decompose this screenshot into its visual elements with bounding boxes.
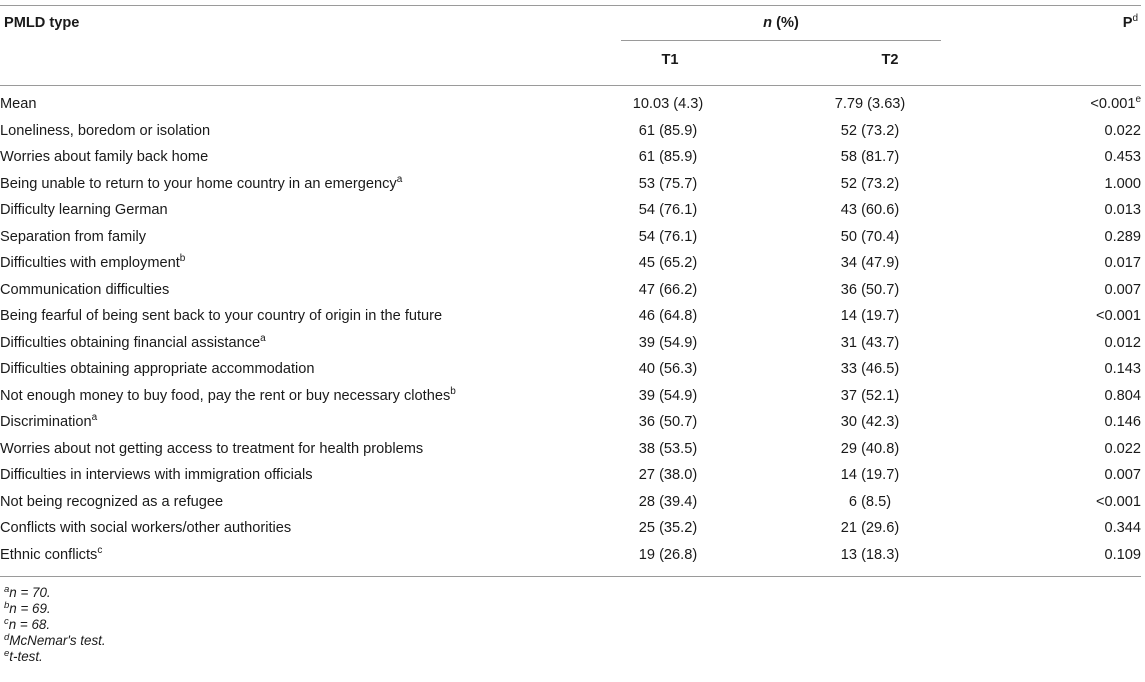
- row-label: [0, 91, 576, 118]
- t2-value: 14 (19.7): [840, 467, 900, 484]
- table-row: [0, 462, 1141, 489]
- t2-value: 52 (73.2): [840, 122, 900, 139]
- row-label-text: Separation from family: [0, 228, 146, 245]
- row-label: [0, 250, 576, 277]
- footnote-mark: d: [4, 632, 10, 643]
- row-label-text: Discrimination: [0, 414, 92, 431]
- t1-value: 61 (85.9): [638, 122, 698, 139]
- footnote: [4, 601, 106, 617]
- t1-value: 28 (39.4): [638, 493, 698, 510]
- footnote-text: n = 69.: [9, 601, 51, 616]
- p-value-text: 0.022: [1104, 122, 1141, 139]
- footnotes: [4, 585, 106, 665]
- percent-label: (%): [772, 15, 799, 31]
- table-row: [0, 436, 1141, 463]
- row-label: [0, 118, 576, 145]
- row-label: [0, 197, 576, 224]
- row-label-text: Difficulties obtaining financial assistance: [0, 334, 261, 351]
- p-value-text: 1.000: [1104, 175, 1141, 192]
- row-label-text: Conflicts with social workers/other authorities: [0, 520, 292, 537]
- row-label-text: Mean: [0, 96, 37, 113]
- t2-value: 13 (18.3): [840, 546, 900, 563]
- table-row: [0, 224, 1141, 251]
- footnote: [4, 617, 106, 633]
- row-label: [0, 383, 576, 410]
- table-row: [0, 250, 1141, 277]
- table-row: [0, 118, 1141, 145]
- top-rule: [0, 5, 1141, 6]
- table-row: [0, 542, 1141, 569]
- t2-value: 52 (73.2): [840, 175, 900, 192]
- p-value: [980, 356, 1141, 383]
- t1-value: 27 (38.0): [638, 467, 698, 484]
- p-value: [980, 224, 1141, 251]
- p-value-text: 0.453: [1104, 149, 1141, 166]
- header-rule: [0, 85, 1141, 86]
- table-row: [0, 515, 1141, 542]
- t1-value: 10.03 (4.3): [632, 96, 704, 113]
- row-label: [0, 515, 576, 542]
- row-label: [0, 356, 576, 383]
- table-row: [0, 330, 1141, 357]
- p-value-text: 0.109: [1104, 546, 1141, 563]
- t1-value: 53 (75.7): [638, 175, 698, 192]
- row-footnote-mark: a: [396, 173, 403, 185]
- row-label: [0, 462, 576, 489]
- row-label-text: Difficulties in interviews with immigration officials: [0, 467, 313, 484]
- row-footnote-mark: c: [97, 544, 103, 556]
- t1-value: 25 (35.2): [638, 520, 698, 537]
- data-table: [0, 91, 1141, 568]
- t1-value: 46 (64.8): [638, 308, 698, 325]
- t1-value: 39 (54.9): [638, 387, 698, 404]
- t2-value: 31 (43.7): [840, 334, 900, 351]
- row-label: [0, 542, 576, 569]
- row-label-text: Difficulty learning German: [0, 202, 168, 219]
- p-value: [980, 383, 1141, 410]
- row-label: [0, 277, 576, 304]
- p-value: [980, 250, 1141, 277]
- row-label: [0, 224, 576, 251]
- p-value: [980, 330, 1141, 357]
- p-value: [980, 542, 1141, 569]
- footnote-mark: e: [4, 648, 10, 659]
- n-column-rule: [621, 40, 941, 41]
- row-label: [0, 489, 576, 516]
- p-value-text: 0.013: [1104, 202, 1141, 219]
- footnote: [4, 633, 106, 649]
- t2-value: 30 (42.3): [840, 414, 900, 431]
- p-value-text: 0.007: [1104, 281, 1141, 298]
- p-value: [980, 489, 1141, 516]
- row-label-text: Not enough money to buy food, pay the rent or buy necessary clothes: [0, 387, 451, 404]
- p-footnote-mark: d: [1132, 13, 1138, 24]
- table-row: [0, 383, 1141, 410]
- p-value-text: 0.289: [1104, 228, 1141, 245]
- row-label-text: Being unable to return to your home country in an emergency: [0, 175, 397, 192]
- t1-value: 38 (53.5): [638, 440, 698, 457]
- column-header-t2: T2: [881, 52, 899, 68]
- t1-value: 19 (26.8): [638, 546, 698, 563]
- t2-value: 33 (46.5): [840, 361, 900, 378]
- p-value-text: <0.001: [1090, 96, 1136, 113]
- bottom-rule: [0, 576, 1141, 577]
- column-header-t1: T1: [661, 52, 679, 68]
- t1-value: 54 (76.1): [638, 202, 698, 219]
- row-label: [0, 436, 576, 463]
- footnote-text: n = 70.: [9, 585, 51, 600]
- p-value-text: 0.146: [1104, 414, 1141, 431]
- t2-value: 50 (70.4): [840, 228, 900, 245]
- row-label-text: Worries about family back home: [0, 149, 209, 166]
- p-value-text: 0.022: [1104, 440, 1141, 457]
- row-label: [0, 330, 576, 357]
- t2-value: 58 (81.7): [840, 149, 900, 166]
- row-label: [0, 144, 576, 171]
- p-value-text: 0.012: [1104, 334, 1141, 351]
- p-symbol: P: [1122, 15, 1133, 31]
- row-label-text: Difficulties with employment: [0, 255, 180, 272]
- row-footnote-mark: b: [450, 385, 456, 397]
- footnote-mark: a: [4, 584, 10, 595]
- table-row: [0, 171, 1141, 198]
- t1-value: 47 (66.2): [638, 281, 698, 298]
- t2-value: 6 (8.5): [848, 493, 892, 510]
- footnote-text: n = 68.: [8, 617, 51, 632]
- p-value: [980, 91, 1141, 118]
- row-label-text: Communication difficulties: [0, 281, 170, 298]
- footnote-text: McNemar's test.: [9, 633, 106, 648]
- p-value: [980, 171, 1141, 198]
- p-value: [980, 409, 1141, 436]
- footnote-mark: b: [4, 600, 10, 611]
- t2-value: 34 (47.9): [840, 255, 900, 272]
- table-row: [0, 91, 1141, 118]
- t2-value: 37 (52.1): [840, 387, 900, 404]
- t2-value: 36 (50.7): [840, 281, 900, 298]
- p-value-text: <0.001: [1095, 308, 1141, 325]
- p-value: [980, 436, 1141, 463]
- footnote: [4, 649, 106, 665]
- t1-value: 39 (54.9): [638, 334, 698, 351]
- t2-value: 43 (60.6): [840, 202, 900, 219]
- row-label: [0, 303, 576, 330]
- t1-value: 54 (76.1): [638, 228, 698, 245]
- row-label-text: Not being recognized as a refugee: [0, 493, 224, 510]
- row-label-text: Worries about not getting access to treatment for health problems: [0, 440, 424, 457]
- row-footnote-mark: a: [91, 412, 98, 424]
- t1-value: 61 (85.9): [638, 149, 698, 166]
- p-value-text: 0.017: [1104, 255, 1141, 272]
- p-value: [980, 515, 1141, 542]
- t2-value: 7.79 (3.63): [834, 96, 906, 113]
- row-footnote-mark: b: [179, 253, 186, 265]
- p-value: [980, 118, 1141, 145]
- n-symbol: n: [763, 15, 773, 31]
- p-value-footnote-mark: e: [1135, 94, 1141, 106]
- row-label-text: Ethnic conflicts: [0, 546, 98, 563]
- p-value: [980, 197, 1141, 224]
- row-label-text: Being fearful of being sent back to your country of origin in the future: [0, 308, 443, 325]
- p-value-text: 0.007: [1104, 467, 1141, 484]
- table-row: [0, 277, 1141, 304]
- t2-value: 14 (19.7): [840, 308, 900, 325]
- t2-value: 21 (29.6): [840, 520, 900, 537]
- p-value: [980, 144, 1141, 171]
- table-row: [0, 303, 1141, 330]
- p-value: [980, 277, 1141, 304]
- row-label-text: Loneliness, boredom or isolation: [0, 122, 211, 139]
- table-row: [0, 144, 1141, 171]
- row-label: [0, 171, 576, 198]
- table-row: [0, 489, 1141, 516]
- column-header-type: PMLD type: [4, 15, 80, 31]
- t1-value: 45 (65.2): [638, 255, 698, 272]
- t1-value: 40 (56.3): [638, 361, 698, 378]
- p-value: [980, 303, 1141, 330]
- column-header-p: [1000, 15, 1138, 31]
- row-footnote-mark: a: [260, 332, 266, 344]
- row-label: [0, 409, 576, 436]
- t2-value: 29 (40.8): [840, 440, 900, 457]
- footnote-mark: c: [4, 616, 9, 627]
- p-value-text: <0.001: [1095, 493, 1141, 510]
- p-value: [980, 462, 1141, 489]
- table-row: [0, 409, 1141, 436]
- table-row: [0, 197, 1141, 224]
- row-label-text: Difficulties obtaining appropriate accommodation: [0, 361, 315, 378]
- p-value-text: 0.804: [1104, 387, 1141, 404]
- p-value-text: 0.143: [1104, 361, 1141, 378]
- table-row: [0, 356, 1141, 383]
- t1-value: 36 (50.7): [638, 414, 698, 431]
- p-value-text: 0.344: [1104, 520, 1141, 537]
- footnote: [4, 585, 106, 601]
- footnote-text: t-test.: [9, 649, 43, 664]
- column-header-n-percent: [621, 15, 941, 31]
